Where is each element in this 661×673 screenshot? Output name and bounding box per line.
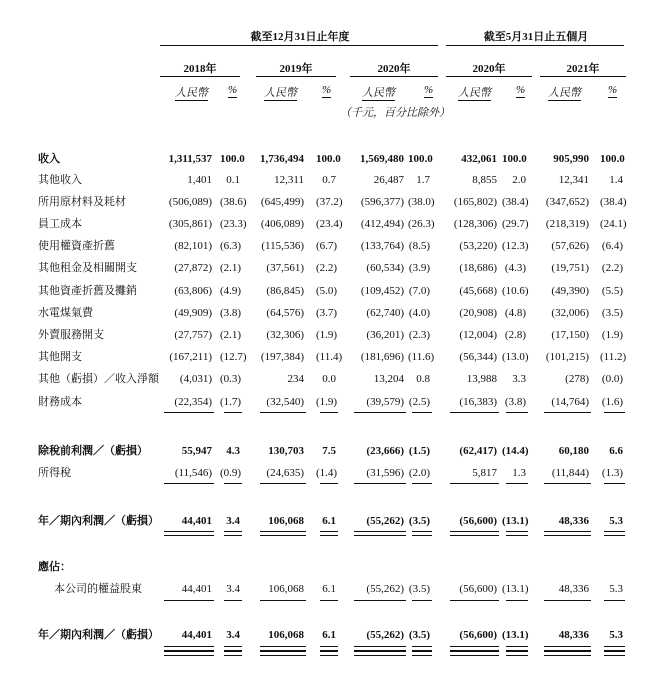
cell-amount: 12,341 — [558, 174, 589, 186]
cell-amount: 106,068 — [268, 629, 304, 641]
cell-percent: (6.3) — [220, 240, 242, 252]
subtotal-rule — [450, 600, 499, 601]
subheader-pct-2018: % — [228, 84, 238, 96]
cell-amount: (56,600) — [459, 583, 497, 595]
unit-note: （千元，百分比除外） — [340, 107, 450, 119]
subtotal-rule — [544, 483, 591, 484]
cell-percent: (13.1) — [502, 629, 529, 641]
cell-percent: (3.5) — [601, 307, 623, 319]
cell-amount: (11,546) — [174, 467, 212, 479]
cell-amount: (39,579) — [366, 396, 404, 408]
cell-amount: (181,696) — [360, 351, 404, 363]
row-label: 年／期內利潤／（虧損） — [38, 629, 159, 641]
subheader-amount-2020-5m: 人民幣 — [458, 87, 491, 99]
cell-percent: 6.1 — [322, 583, 336, 595]
cell-amount: 60,180 — [558, 445, 589, 457]
subtotal-rule — [354, 483, 406, 484]
cell-amount: 432,061 — [461, 153, 497, 165]
total-double-rule — [412, 531, 432, 536]
cell-percent: 0.1 — [226, 174, 240, 186]
cell-amount: (18,686) — [459, 262, 497, 274]
cell-percent: 0.0 — [322, 373, 336, 385]
cell-percent: (4.0) — [408, 307, 430, 319]
cell-percent: 7.5 — [322, 445, 336, 457]
cell-percent: 5.3 — [609, 583, 623, 595]
subtotal-rule — [224, 412, 242, 413]
total-double-rule — [604, 651, 625, 656]
cell-amount: (197,384) — [260, 351, 304, 363]
cell-amount: (37,561) — [266, 262, 304, 274]
cell-percent: (3.5) — [408, 629, 430, 641]
cell-amount: (64,576) — [266, 307, 304, 319]
cell-amount: (23,666) — [366, 445, 404, 457]
subtotal-rule — [604, 600, 625, 601]
subtotal-rule — [604, 483, 625, 484]
group-header-five-months: 截至5月31日止五個月 — [483, 31, 589, 43]
cell-percent: (13.0) — [502, 351, 529, 363]
subtotal-rule — [320, 600, 338, 601]
year-rule-2020-fy — [350, 76, 438, 77]
cell-amount: (645,499) — [260, 196, 304, 208]
cell-percent: (2.1) — [220, 262, 242, 274]
cell-percent: 0.7 — [322, 174, 336, 186]
year-header-2020-5m: 2020年 — [472, 63, 506, 75]
subtotal-rule — [412, 600, 432, 601]
cell-amount: (12,004) — [459, 329, 497, 341]
total-double-rule — [450, 531, 499, 536]
cell-amount: 26,487 — [373, 174, 404, 186]
cell-percent: (8.5) — [408, 240, 430, 252]
total-double-rule — [450, 651, 499, 656]
cell-percent: (1.7) — [220, 396, 242, 408]
cell-amount: 48,336 — [558, 629, 589, 641]
cell-amount: 234 — [287, 373, 304, 385]
cell-percent: (4.9) — [220, 285, 242, 297]
cell-amount: 1,311,537 — [168, 153, 212, 165]
cell-amount: (109,452) — [360, 285, 404, 297]
cell-amount: (86,845) — [266, 285, 304, 297]
cell-percent: (12.7) — [220, 351, 247, 363]
subheader-amount-2021-5m: 人民幣 — [548, 87, 581, 99]
cell-percent: 100.0 — [220, 153, 245, 165]
cell-percent: (38.4) — [600, 196, 627, 208]
cell-amount: (53,220) — [459, 240, 497, 252]
total-double-rule — [354, 531, 406, 536]
subtotal-rule — [260, 483, 306, 484]
total-double-rule — [164, 651, 214, 656]
cell-percent: (13.1) — [502, 583, 529, 595]
cell-amount: (56,344) — [459, 351, 497, 363]
cell-amount: 8,855 — [472, 174, 497, 186]
cell-percent: 5.3 — [609, 629, 623, 641]
cell-percent: (2.0) — [408, 467, 430, 479]
subtotal-rule — [506, 600, 528, 601]
subtotal-rule — [354, 600, 406, 601]
row-label: 員工成本 — [38, 218, 82, 230]
cell-amount: (49,390) — [551, 285, 589, 297]
total-double-rule — [224, 531, 242, 536]
row-label: 其他租金及相關開支 — [38, 262, 137, 274]
cell-amount: 1,569,480 — [360, 153, 404, 165]
cell-amount: 48,336 — [558, 583, 589, 595]
cell-amount: (14,764) — [551, 396, 589, 408]
total-double-rule — [412, 651, 432, 656]
cell-amount: 44,401 — [181, 515, 212, 527]
cell-percent: (11.6) — [408, 351, 435, 363]
cell-percent: (2.5) — [408, 396, 430, 408]
cell-percent: (6.4) — [601, 240, 623, 252]
total-double-rule — [544, 531, 591, 536]
cell-amount: (56,600) — [459, 515, 497, 527]
cell-percent: 100.0 — [408, 153, 433, 165]
subheader-pct-2021-5m: % — [608, 84, 618, 96]
row-label: 收入 — [38, 153, 60, 165]
cell-amount: 905,990 — [553, 153, 589, 165]
cell-percent: (5.5) — [601, 285, 623, 297]
total-double-rule — [260, 531, 306, 536]
cell-percent: (37.2) — [316, 196, 343, 208]
cell-percent: (1.6) — [601, 396, 623, 408]
subtotal-rule — [506, 483, 528, 484]
subheader-amount-2019: 人民幣 — [264, 87, 297, 99]
cell-amount: (4,031) — [179, 373, 212, 385]
cell-percent: (1.9) — [316, 329, 338, 341]
total-double-rule — [320, 651, 338, 656]
cell-percent: (38.6) — [220, 196, 247, 208]
cell-percent: (2.2) — [601, 262, 623, 274]
cell-amount: (412,494) — [360, 218, 404, 230]
row-label: 其他開支 — [38, 351, 82, 363]
cell-amount: 13,204 — [373, 373, 404, 385]
cell-amount: 12,311 — [274, 174, 304, 186]
cell-amount: (596,377) — [360, 196, 404, 208]
cell-amount: (19,751) — [551, 262, 589, 274]
subheader-pct-2020-fy: % — [424, 84, 434, 96]
total-double-rule — [354, 651, 406, 656]
subtotal-rule — [354, 412, 406, 413]
cell-percent: 6.1 — [322, 515, 336, 527]
subtotal-rule — [412, 412, 432, 413]
subtotal-rule — [450, 412, 499, 413]
cell-amount: (128,306) — [453, 218, 497, 230]
cell-percent: (3.8) — [504, 396, 526, 408]
row-label: 其他（虧損）／收入淨額 — [38, 373, 159, 385]
cell-amount: (506,089) — [168, 196, 212, 208]
cell-amount: (49,909) — [174, 307, 212, 319]
cell-percent: (0.0) — [601, 373, 623, 385]
cell-percent: (0.3) — [220, 373, 242, 385]
cell-amount: 44,401 — [181, 583, 212, 595]
cell-percent: 3.4 — [226, 515, 240, 527]
cell-percent: (7.0) — [408, 285, 430, 297]
cell-percent: (3.7) — [316, 307, 338, 319]
cell-percent: (1.5) — [408, 445, 430, 457]
cell-percent: (38.4) — [502, 196, 529, 208]
cell-percent: 3.3 — [512, 373, 526, 385]
subtotal-rule — [320, 483, 338, 484]
cell-percent: 100.0 — [316, 153, 341, 165]
cell-percent: (4.8) — [504, 307, 526, 319]
row-label: 其他資產折舊及攤銷 — [38, 285, 137, 297]
cell-percent: (2.8) — [504, 329, 526, 341]
cell-percent: 6.6 — [609, 445, 623, 457]
total-double-rule — [544, 651, 591, 656]
cell-amount: 130,703 — [268, 445, 304, 457]
cell-amount: (55,262) — [366, 515, 404, 527]
cell-amount: (406,089) — [260, 218, 304, 230]
cell-percent: (13.1) — [502, 515, 529, 527]
subtotal-rule — [544, 600, 591, 601]
cell-amount: (82,101) — [174, 240, 212, 252]
cell-amount: (56,600) — [459, 629, 497, 641]
year-rule-2021-5m — [540, 76, 626, 77]
year-header-2019: 2019年 — [279, 63, 313, 75]
year-header-2020-fy: 2020年 — [377, 63, 411, 75]
cell-percent: (26.3) — [408, 218, 435, 230]
cell-amount: (218,319) — [545, 218, 589, 230]
cell-amount: (32,006) — [551, 307, 589, 319]
cell-percent: (11.2) — [600, 351, 627, 363]
cell-amount: (20,908) — [459, 307, 497, 319]
cell-percent: (23.4) — [316, 218, 343, 230]
cell-amount: (45,668) — [459, 285, 497, 297]
cell-amount: (55,262) — [366, 629, 404, 641]
subtotal-rule — [224, 600, 242, 601]
cell-percent: 1.4 — [609, 174, 623, 186]
cell-amount: 44,401 — [181, 629, 212, 641]
cell-percent: 6.1 — [322, 629, 336, 641]
row-label: 應佔： — [38, 561, 71, 573]
cell-percent: (2.1) — [220, 329, 242, 341]
subheader-pct-2019: % — [322, 84, 332, 96]
subheader-amount-2018: 人民幣 — [175, 87, 208, 99]
cell-amount: (16,383) — [459, 396, 497, 408]
cell-amount: (24,635) — [266, 467, 304, 479]
cell-amount: (62,417) — [459, 445, 497, 457]
cell-percent: (5.0) — [316, 285, 338, 297]
cell-amount: (57,626) — [551, 240, 589, 252]
cell-percent: 100.0 — [502, 153, 527, 165]
cell-amount: (305,861) — [168, 218, 212, 230]
cell-amount: (55,262) — [366, 583, 404, 595]
cell-amount: 5,817 — [472, 467, 497, 479]
cell-percent: 100.0 — [600, 153, 625, 165]
cell-amount: (32,540) — [266, 396, 304, 408]
year-header-2021-5m: 2021年 — [566, 63, 600, 75]
cell-percent: (10.6) — [502, 285, 529, 297]
subtotal-rule — [320, 412, 338, 413]
cell-percent: (1.3) — [601, 467, 623, 479]
year-header-2018: 2018年 — [183, 63, 217, 75]
row-label: 財務成本 — [38, 396, 82, 408]
cell-amount: 1,736,494 — [260, 153, 304, 165]
subheader-amount-2020-fy: 人民幣 — [362, 87, 395, 99]
total-double-rule — [506, 651, 528, 656]
cell-percent: (6.7) — [316, 240, 338, 252]
cell-amount: 1,401 — [187, 174, 212, 186]
row-label: 水電煤氣費 — [38, 307, 93, 319]
cell-amount: (62,740) — [366, 307, 404, 319]
cell-percent: (3.9) — [408, 262, 430, 274]
cell-amount: (31,596) — [366, 467, 404, 479]
group-header-fiscal-year: 截至12月31日止年度 — [250, 31, 350, 43]
cell-amount: (278) — [565, 373, 589, 385]
row-label: 所用原材料及耗材 — [38, 196, 126, 208]
subtotal-rule — [412, 483, 432, 484]
subtotal-rule — [224, 483, 242, 484]
cell-percent: (24.1) — [600, 218, 627, 230]
row-label: 年／期內利潤／（虧損） — [38, 515, 159, 527]
group-header-five-months-rule — [446, 45, 624, 46]
cell-amount: 48,336 — [558, 515, 589, 527]
cell-percent: (1.4) — [316, 467, 338, 479]
year-rule-2020-5m — [446, 76, 532, 77]
cell-amount: (167,211) — [169, 351, 212, 363]
cell-amount: (22,354) — [174, 396, 212, 408]
cell-percent: (3.5) — [408, 515, 430, 527]
total-double-rule — [224, 651, 242, 656]
total-double-rule — [604, 531, 625, 536]
subtotal-rule — [164, 483, 214, 484]
row-label: 除稅前利潤／（虧損） — [38, 445, 148, 457]
cell-percent: (3.5) — [408, 583, 430, 595]
cell-percent: (2.2) — [316, 262, 338, 274]
cell-percent: (38.0) — [408, 196, 435, 208]
subtotal-rule — [604, 412, 625, 413]
cell-amount: 55,947 — [181, 445, 212, 457]
cell-percent: (4.3) — [504, 262, 526, 274]
cell-percent: 5.3 — [609, 515, 623, 527]
cell-percent: 1.7 — [416, 174, 430, 186]
total-double-rule — [260, 651, 306, 656]
cell-percent: 4.3 — [226, 445, 240, 457]
total-double-rule — [506, 531, 528, 536]
group-header-fiscal-year-rule — [160, 45, 438, 46]
subtotal-rule — [450, 483, 499, 484]
subheader-pct-2020-5m: % — [516, 84, 526, 96]
cell-percent: (12.3) — [502, 240, 529, 252]
row-label: 本公司的權益股東 — [54, 583, 142, 595]
cell-amount: 106,068 — [268, 515, 304, 527]
cell-percent: (29.7) — [502, 218, 529, 230]
subtotal-rule — [544, 412, 591, 413]
cell-amount: (11,844) — [551, 467, 589, 479]
cell-percent: 3.4 — [226, 583, 240, 595]
cell-amount: (27,757) — [174, 329, 212, 341]
cell-percent: 2.0 — [512, 174, 526, 186]
subtotal-rule — [260, 600, 306, 601]
subtotal-rule — [164, 412, 214, 413]
subtotal-rule — [260, 412, 306, 413]
cell-percent: (3.8) — [220, 307, 242, 319]
total-double-rule — [164, 531, 214, 536]
cell-amount: (32,306) — [266, 329, 304, 341]
cell-amount: (60,534) — [366, 262, 404, 274]
cell-amount: (133,764) — [360, 240, 404, 252]
cell-percent: (1.9) — [316, 396, 338, 408]
cell-percent: 3.4 — [226, 629, 240, 641]
cell-percent: (1.9) — [601, 329, 623, 341]
row-label: 使用權資產折舊 — [38, 240, 115, 252]
subtotal-rule — [506, 412, 528, 413]
cell-amount: (36,201) — [366, 329, 404, 341]
cell-amount: (27,872) — [174, 262, 212, 274]
cell-percent: 0.8 — [416, 373, 430, 385]
year-rule-2019 — [256, 76, 336, 77]
cell-amount: (101,215) — [545, 351, 589, 363]
cell-amount: (17,150) — [551, 329, 589, 341]
year-rule-2018 — [160, 76, 240, 77]
cell-percent: 1.3 — [512, 467, 526, 479]
cell-amount: 13,988 — [466, 373, 497, 385]
cell-amount: (115,536) — [261, 240, 304, 252]
cell-amount: (63,806) — [174, 285, 212, 297]
subtotal-rule — [164, 600, 214, 601]
cell-percent: (2.3) — [408, 329, 430, 341]
row-label: 所得稅 — [38, 467, 71, 479]
cell-amount: (165,802) — [453, 196, 497, 208]
cell-percent: (11.4) — [316, 351, 343, 363]
cell-amount: (347,652) — [545, 196, 589, 208]
row-label: 其他收入 — [38, 174, 82, 186]
cell-amount: 106,068 — [268, 583, 304, 595]
cell-percent: (23.3) — [220, 218, 247, 230]
cell-percent: (0.9) — [220, 467, 242, 479]
total-double-rule — [320, 531, 338, 536]
cell-percent: (14.4) — [502, 445, 529, 457]
row-label: 外賣服務開支 — [38, 329, 104, 341]
